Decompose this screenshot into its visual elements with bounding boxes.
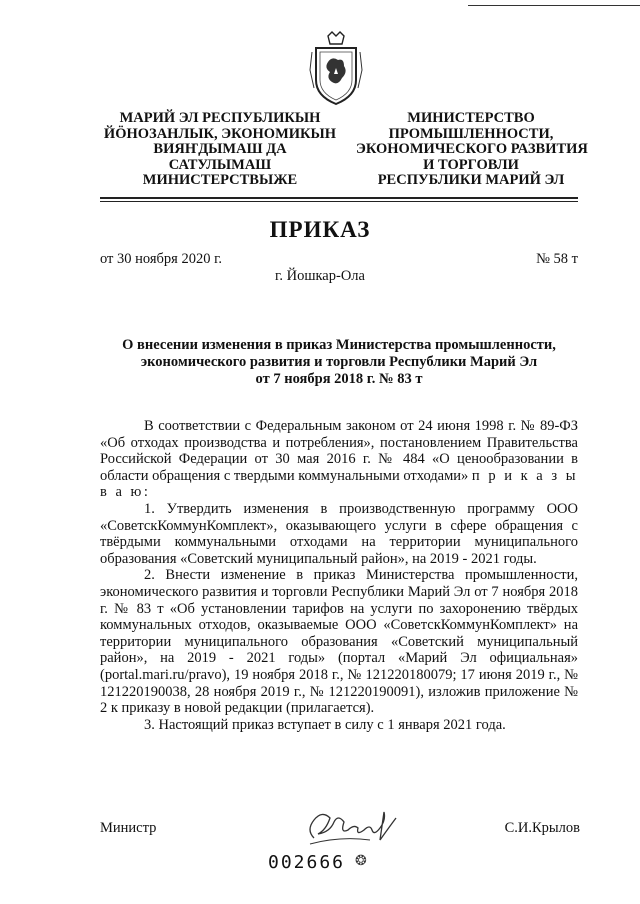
document-subject [100,337,578,388]
header-left-line: ВИЯҤДЫМАШ ДА [153,141,287,157]
coat-of-arms-icon [308,30,364,108]
header-right-line: И ТОРГОВЛИ [423,156,519,173]
subject-line: О внесении изменения в приказ Министерства промышленности, [122,337,556,353]
serial-number: 002666 [268,852,346,873]
header-rule-thin [100,201,578,202]
header-left-block [100,111,340,189]
subject-line: от 7 ноября 2018 г. № 83 т [255,371,423,387]
preamble-paragraph [100,418,578,501]
header-left-line: МАРИЙ ЭЛ РЕСПУБЛИКЫН [119,110,321,126]
document-number: № 58 т [536,251,578,267]
subject-line: экономического развития и торговли Республики Марий Эл [140,354,538,370]
document-date: от 30 ноября 2020 г. [100,251,223,267]
header-rule-thick [100,197,578,199]
document-city: г. Йошкар-Ола [275,268,365,284]
header-right-line: ПРОМЫШЛЕННОСТИ, [388,125,554,142]
header-right-line: ЭКОНОМИЧЕСКОГО РАЗВИТИЯ [356,141,588,157]
order-word: п р и к а з ы в а ю: [100,467,578,501]
item-2-paragraph: 2. Внести изменение в приказ Министерства промышленности, экономического развития и торговли Республики Марий Эл от 7 ноября 2018 г. № 83 т «Об установлении тарифов на услуги по захоронению твёрдых коммунальных отходов, оказываемые ООО «СоветскКоммунКомплект» на территории муниципального образования «Советский муниципальный район», на 2019 - 2021 годы» (портал «Марий Эл официальная» (portal.mari.ru/pravo), 19 ноября 2018 г., № 121220180079; 17 июня 2019 г., № 121220190038, 28 ноября 2019 г., № 121220190091), изложив приложение № 2 к приказу в новой редакции (прилагается). [100,567,578,717]
item-3-paragraph: 3. Настоящий приказ вступает в силу с 1 января 2021 года. [144,716,506,733]
handwritten-signature [300,800,410,850]
document-title: ПРИКАЗ [269,217,371,242]
header-right-block [356,111,586,189]
preamble-text: В соответствии с Федеральным законом от 24 июня 1998 г. № 89-ФЗ «Об отходах производства и потребления», постановлением Правительства Российской Федерации от 30 мая 2016 г. № 484 «О ценообразовании в области обращения с твердыми коммунальными отходами» [100,418,578,484]
item-1-paragraph: 1. Утвердить изменения в производственную программу ООО «СоветскКоммунКомплект», оказывающего услуги в сфере обращения с твёрдыми коммунальными отходами на территории муниципального образования «Советский муниципальный район», на 2019 - 2021 годы. [100,500,578,567]
signatory-name: С.И.Крылов [504,820,580,836]
signatory-title: Министр [100,820,157,836]
document-body [100,418,578,733]
header-left-line: САТУЛЫМАШ [168,156,272,173]
top-edge-mark [468,5,640,6]
header-right-line: РЕСПУБЛИКИ МАРИЙ ЭЛ [377,172,565,188]
header-right-line: МИНИСТЕРСТВО [407,110,535,126]
header-left-line: МИНИСТЕРСТВЫЖЕ [142,172,298,188]
header-left-line: ЙӦНОЗАНЛЫК, ЭКОНОМИКЫН [103,125,337,142]
serial-mark-icon: ❂ [355,854,367,869]
